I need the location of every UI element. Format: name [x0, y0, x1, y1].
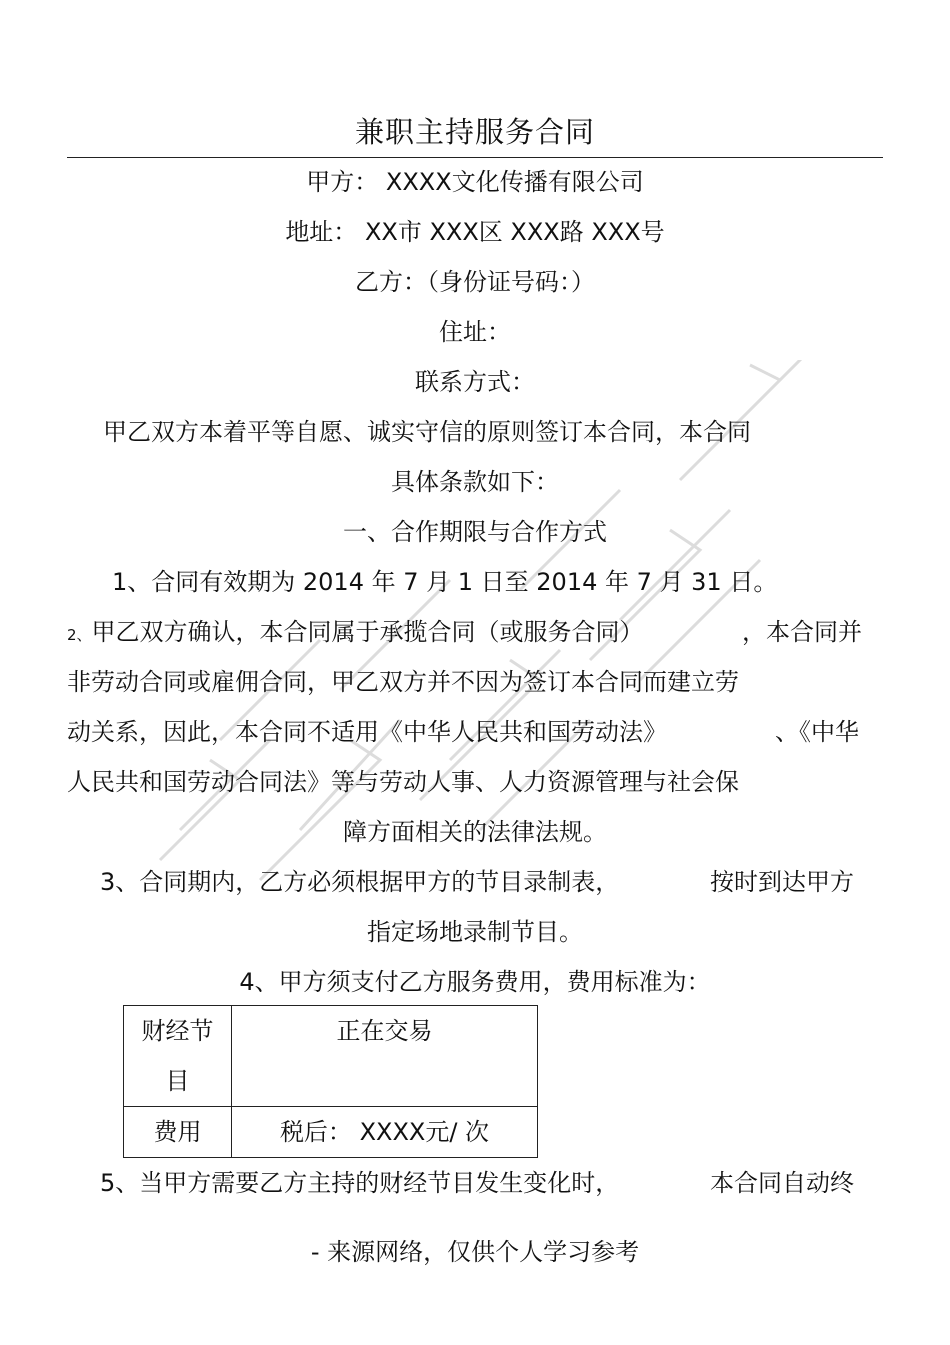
fee-table-row	[124, 1107, 538, 1158]
clause-2-line-4: 人民共和国劳动合同法》等与劳动人事、人力资源管理与社会保	[67, 768, 739, 796]
clause-3-c: 指定场地录制节目。	[367, 918, 583, 946]
document-title: 兼职主持服务合同	[354, 115, 595, 149]
clause-2-number: 2、	[67, 626, 92, 644]
clause-3-b: 按时到达甲方	[710, 868, 854, 896]
clause-3-a: 3、合同期内，乙方必须根据甲方的节目录制表，	[100, 868, 620, 896]
address-line: 地址： XX市 XXX区 XXX路 XXX号	[285, 218, 665, 246]
fee-table-program-label	[124, 1006, 232, 1107]
fee-table	[123, 1005, 538, 1158]
residence-line: 住址：	[439, 318, 511, 346]
clause-4: 4、甲方须支付乙方服务费用，费用标准为：	[239, 968, 711, 996]
fee-table-row	[124, 1006, 538, 1107]
party-a-line: 甲方： XXXX文化传播有限公司	[306, 168, 644, 196]
clause-2-text-b: ，本合同并	[742, 618, 862, 646]
clause-2-line-1	[67, 617, 644, 650]
fee-table-fee-value: 税后： XXXX元/ 次	[232, 1107, 538, 1158]
title-divider	[67, 157, 883, 158]
clause-2-line-5: 障方面相关的法律法规。	[343, 818, 607, 846]
intro-line-1: 甲乙双方本着平等自愿、诚实守信的原则签订本合同，本合同	[103, 418, 751, 446]
contact-line: 联系方式：	[415, 368, 535, 396]
fee-table-program-label-1: 财经节	[141, 1017, 214, 1045]
clause-2-line-3b: 、《中华	[775, 718, 859, 746]
clause-5-a: 5、当甲方需要乙方主持的财经节目发生变化时，	[100, 1169, 620, 1197]
clause-2-line-2: 非劳动合同或雇佣合同，甲乙双方并不因为签订本合同而建立劳	[67, 668, 739, 696]
clause-2-line-3a: 动关系，因此，本合同不适用《中华人民共和国劳动法》	[67, 718, 667, 746]
party-b-line: 乙方：（身份证号码：）	[355, 268, 595, 296]
intro-line-2: 具体条款如下：	[391, 468, 559, 496]
clause-5-b: 本合同自动终	[710, 1169, 854, 1197]
clause-1: 1、合同有效期为 2014 年 7 月 1 日至 2014 年 7 月 31 日。	[112, 568, 778, 596]
clause-2-text-a: 甲乙双方确认，本合同属于承揽合同（或服务合同）	[91, 618, 644, 646]
fee-table-program-label-2: 目	[165, 1067, 190, 1095]
fee-table-program-value: 正在交易	[232, 1006, 538, 1107]
fee-table-fee-label: 费用	[124, 1107, 232, 1158]
page-footer: - 来源网络，仅供个人学习参考	[310, 1238, 640, 1266]
section-heading: 一、合作期限与合作方式	[343, 518, 607, 546]
